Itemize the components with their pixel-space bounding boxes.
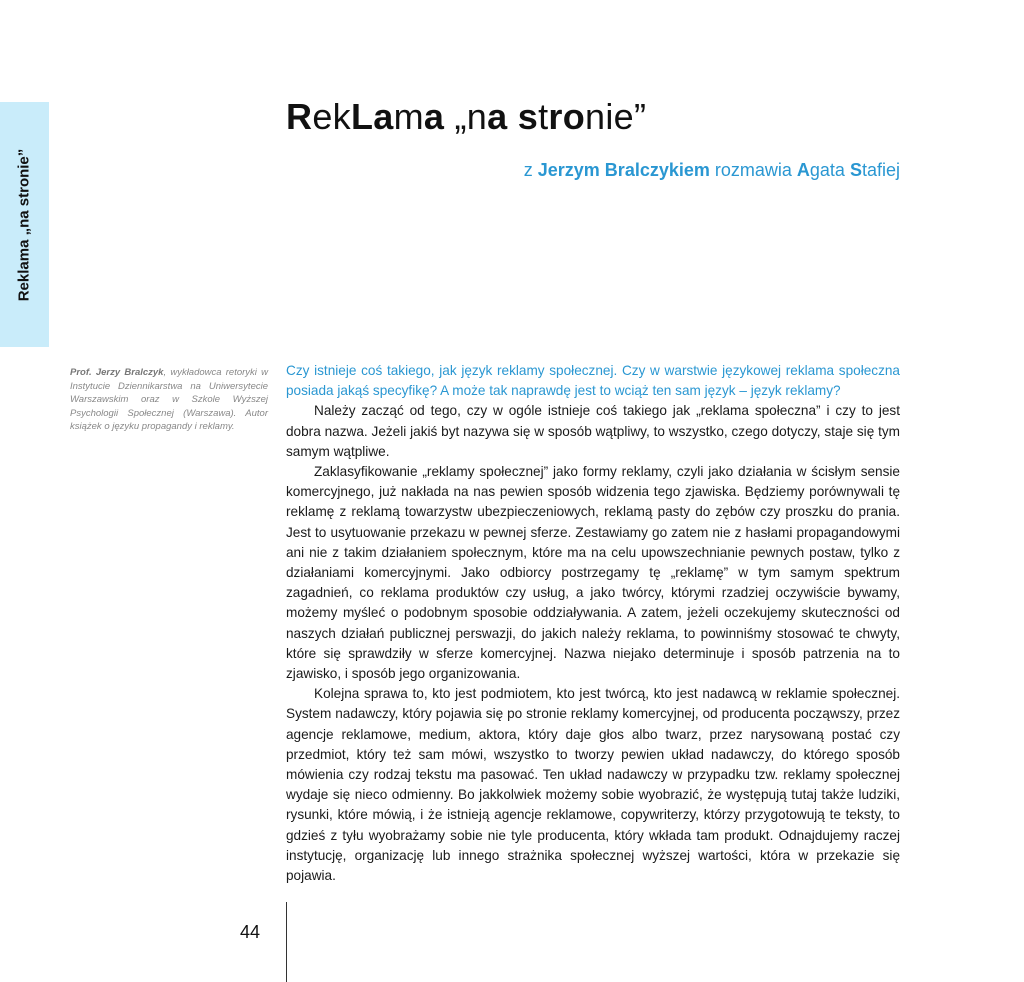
footer-divider xyxy=(286,902,287,982)
article-title: RekLama „na stronie” xyxy=(286,96,647,137)
answer-paragraph: Zaklasyfikowanie „reklamy społecznej” jako formy reklamy, czyli jako działania w ścisłym sensie komercyjnego, już nakłada na nas pewien sposób widzenia tego zjawiska. Będziemy porównywali tę reklamę z reklamą towarzystw ubezpieczeniowych, reklamą pasty do zębów czy proszku do prania. Jest to usytuowanie przekazu w pewnej sferze. Zestawiamy go zatem nie z hasłami propagandowymi ani nie z takim działaniem społecznym, które ma na celu upowszechnianie pewnych postaw, tylko z działaniami komercyjnymi. Jako odbiorcy postrzegamy tę „reklamę” w tym samym spektrum zagadnień, co reklama produktów czy usług, a jako twórcy, którymi rzadziej oczywiście bywamy, możemy myśleć o podobnym sposobie oddziaływania. A zatem, jeżeli oczekujemy skuteczności od naszych działań publicznej perswazji, do jakich należy reklama, to powinniśmy stosować te chwyty, które się sprawdziły w sferze komercyjnej. Nazwa niejako determinuje i sposób patrzenia na to zjawisko, i sposób jego organizowania. xyxy=(286,464,900,682)
interviewee-name: Jerzym Bralczykiem xyxy=(537,160,710,180)
author-bio xyxy=(70,366,268,434)
answer-paragraph: Należy zacząć od tego, czy w ogóle istnieje coś takiego jak „reklama społeczna” i czy to jest dobra nazwa. Jeżeli jakiś byt nazywa się w sposób wątpliwy, to wszystko, czego dotyczy, staje się tym samym wątpliwe. xyxy=(286,403,900,459)
interview-question: Czy istnieje coś takiego, jak język reklamy społecznej. Czy w warstwie językowej reklama społeczna posiada jakąś specyfikę? A może tak naprawdę jest to wciąż ten sam język – język reklamy? xyxy=(286,363,900,399)
article-subtitle: z Jerzym Bralczykiem rozmawia Agata Stafiej xyxy=(523,160,900,180)
article-body xyxy=(286,361,900,886)
answer-paragraph: Kolejna sprawa to, kto jest podmiotem, kto jest twórcą, kto jest nadawcą w reklamie społecznej. System nadawczy, który pojawia się po stronie reklamy komercyjnej, od producenta począwszy, przez agencje reklamowe, medium, aktora, który daje głos albo twarz, przez narysowaną postać czy przedmiot, który też sam mówi, wszystko to tworzy pewien układ nadawczy, do którego sposób mówienia czy rodzaj tekstu ma pasować. Ten układ nadawczy w przypadku tzw. reklamy społecznej wydaje się nieco odmienny. Bo jakkolwiek możemy sobie wyobrazić, że występują tutaj także ludziki, rysunki, które mówią, i że istnieją agencje reklamowe, copywriterzy, którzy przygotowują te teksty, to gdzieś z tyłu wyobrażamy sobie nie tyle producenta, który wkłada tam produkt. Odnajdujemy raczej instytucję, organizację lub innego strażnika społecznej wyższej wartości, która w przekazie się pojawia. xyxy=(286,686,900,884)
bio-text: , wykładowca retoryki w Instytucie Dziennikarstwa na Uniwersytecie Warszawskim oraz w Szkole Wyższej Psychologii Społecznej (Warszawa). Autor książek o języku propagandy i reklamy. xyxy=(70,367,268,432)
side-tab-label: Reklama „na stronie” xyxy=(15,148,33,302)
bio-name: Prof. Jerzy Bralczyk xyxy=(70,367,164,378)
page-number: 44 xyxy=(240,922,261,942)
